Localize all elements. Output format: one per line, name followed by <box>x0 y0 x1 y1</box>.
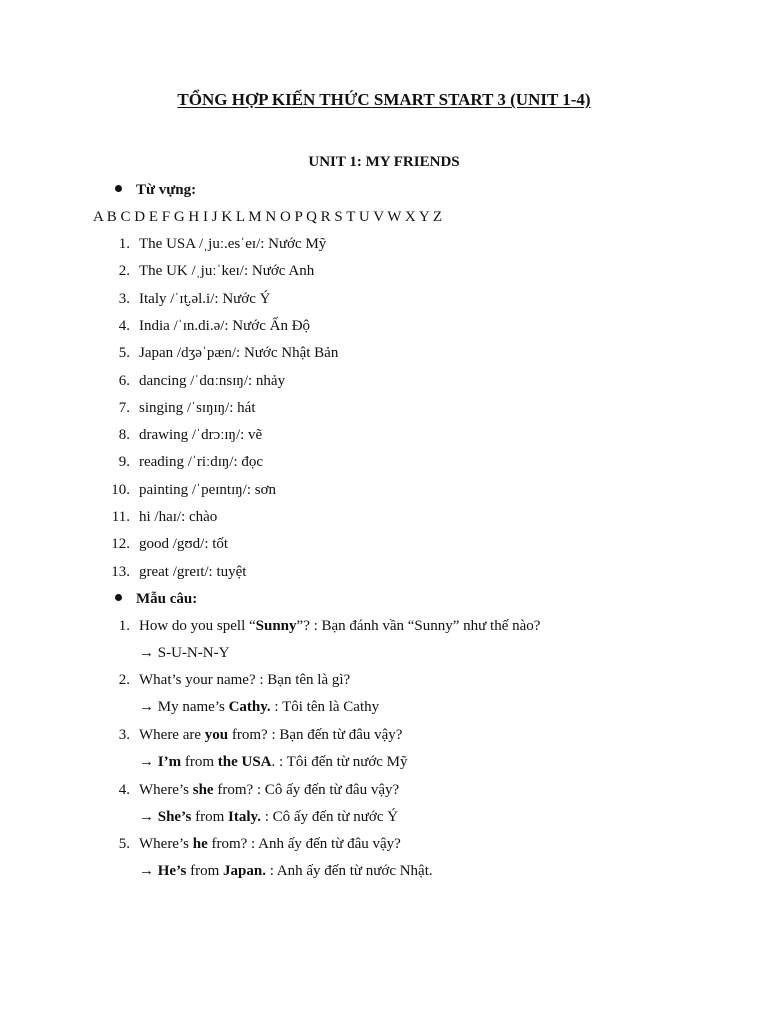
question-part: How do you spell “ <box>139 618 256 634</box>
vocab-item-number: 9. <box>118 454 130 471</box>
vocab-item <box>0 291 768 315</box>
vocab-item <box>0 373 768 397</box>
vocab-item <box>0 454 768 478</box>
vocab-item-number: 2. <box>118 263 130 280</box>
bullet-icon <box>115 185 122 192</box>
question-part: Where’s <box>139 836 193 852</box>
vocab-item-number: 5. <box>118 345 130 362</box>
vocab-item <box>0 536 768 560</box>
answer-arrow-part: → <box>139 754 158 770</box>
vocab-item <box>0 427 768 451</box>
sentence-number: 3. <box>118 727 130 743</box>
sentence-question <box>0 782 768 806</box>
sentence-question-text <box>139 618 540 635</box>
unit-heading: UNIT 1: MY FRIENDS <box>308 154 460 170</box>
vocab-heading-label: Từ vựng: <box>136 182 197 198</box>
sentences-heading-label: Mẫu câu: <box>136 591 198 607</box>
answer-part: from <box>191 809 229 825</box>
vocab-item <box>0 263 768 287</box>
sentence-question <box>0 727 768 751</box>
sentence-question-text <box>139 727 402 744</box>
vocab-item-number: 10. <box>111 481 130 498</box>
vocab-item-text: singing /ˈsɪŋɪŋ/: hát <box>139 399 256 416</box>
vocab-item-text: hi /haɪ/: chào <box>139 509 218 525</box>
vocab-item <box>0 509 768 533</box>
sentence-answer <box>139 699 379 716</box>
question-part: ”? : Bạn đánh vần “Sunny” như thế nào? <box>296 618 541 634</box>
answer-keyword: He’s <box>157 863 187 879</box>
answer-arrow-part: → <box>139 809 158 825</box>
vocab-item-number: 12. <box>111 536 130 553</box>
vocab-item <box>0 564 768 588</box>
sentence-answer <box>139 754 408 771</box>
vocab-item-number: 11. <box>111 509 130 525</box>
answer-keyword: I’m <box>157 754 182 770</box>
answer-part: from <box>186 863 224 879</box>
question-part: What’s your name? : Bạn tên là gì? <box>139 672 351 688</box>
vocab-item <box>0 345 768 369</box>
sentence-number: 4. <box>118 782 130 798</box>
sentence-question-text <box>139 672 350 689</box>
vocab-item-text: Japan /dʒəˈpæn/: Nước Nhật Bản <box>139 345 339 362</box>
vocab-item-text: good /gʊd/: tốt <box>139 536 229 553</box>
vocab-item-text: drawing /ˈdrɔːɪŋ/: vẽ <box>139 427 263 444</box>
answer-keyword: Japan. <box>223 863 266 879</box>
vocab-item-text: The UK /ˌjuːˈkeɪ/: Nước Anh <box>139 263 315 280</box>
vocab-item-text: The USA /ˌjuː.esˈeɪ/: Nước Mỹ <box>139 236 327 252</box>
answer-keyword: Cathy. <box>228 699 271 715</box>
question-keyword: you <box>204 727 229 743</box>
vocab-item-text: painting /ˈpeɪntɪŋ/: sơn <box>139 481 277 498</box>
vocab-item <box>0 318 768 342</box>
answer-part: . : Tôi đến từ nước Mỹ <box>271 754 408 770</box>
vocab-item-number: 7. <box>118 399 130 416</box>
answer-arrow-part: → My name’s <box>139 699 229 715</box>
vocab-item-number: 4. <box>118 317 130 334</box>
sentence-answer <box>139 645 229 662</box>
sentence-question-text <box>139 836 401 853</box>
vocab-item-number: 13. <box>111 563 130 580</box>
sentence-number: 2. <box>118 672 130 688</box>
vocab-item-text: dancing /ˈdɑːnsɪŋ/: nhảy <box>139 372 286 389</box>
sentence-number: 5. <box>118 836 130 852</box>
question-part: from? : Bạn đến từ đâu vậy? <box>228 727 403 743</box>
sentence-question-text <box>139 782 399 799</box>
vocab-item <box>0 482 768 506</box>
vocab-item-number: 8. <box>118 427 130 444</box>
question-part: Where’s <box>139 782 193 798</box>
sentence-question <box>0 618 768 642</box>
vocab-item <box>0 400 768 424</box>
vocab-item-text: India /ˈɪn.di.ə/: Nước Ấn Độ <box>139 317 311 334</box>
sentences-section-heading <box>115 591 197 608</box>
answer-part: from <box>181 754 218 770</box>
vocab-section-heading <box>115 182 196 199</box>
question-keyword: Sunny <box>255 618 297 634</box>
answer-keyword: Italy. <box>228 809 261 825</box>
answer-keyword: She’s <box>157 809 192 825</box>
sentence-question <box>0 672 768 696</box>
vocab-item-text: reading /ˈriːdɪŋ/: đọc <box>139 454 264 471</box>
answer-arrow-part: → S-U-N-N-Y <box>139 645 230 661</box>
question-keyword: she <box>192 782 214 798</box>
bullet-icon <box>115 594 122 601</box>
vocab-item-text: great /greɪt/: tuyệt <box>139 563 247 580</box>
vocab-item-number: 3. <box>118 290 130 307</box>
sentence-answer <box>139 809 398 826</box>
question-part: from? : Anh ấy đến từ đâu vậy? <box>207 836 401 852</box>
vocab-item-number: 6. <box>118 372 130 389</box>
vocab-item <box>0 236 768 260</box>
sentence-number: 1. <box>118 618 130 634</box>
sentence-answer <box>139 863 433 880</box>
answer-keyword: the USA <box>217 754 272 770</box>
document-title: TỔNG HỢP KIẾN THỨC SMART START 3 (UNIT 1-4) <box>177 90 591 109</box>
question-part: from? : Cô ấy đến từ đâu vậy? <box>213 782 400 798</box>
answer-arrow-part: → <box>139 863 158 879</box>
vocab-item-number: 1. <box>118 236 130 252</box>
answer-part: : Anh ấy đến từ nước Nhật. <box>265 863 433 879</box>
vocab-item-text: Italy /ˈɪt̬.əl.i/: Nước Ý <box>139 290 271 307</box>
question-keyword: he <box>192 836 208 852</box>
answer-part: : Tôi tên là Cathy <box>270 699 380 715</box>
question-part: Where are <box>139 727 205 743</box>
answer-part: : Cô ấy đến từ nước Ý <box>260 809 399 825</box>
alphabet-line: A B C D E F G H I J K L M N O P Q R S T U V W X Y Z <box>93 209 443 225</box>
sentence-question <box>0 836 768 860</box>
